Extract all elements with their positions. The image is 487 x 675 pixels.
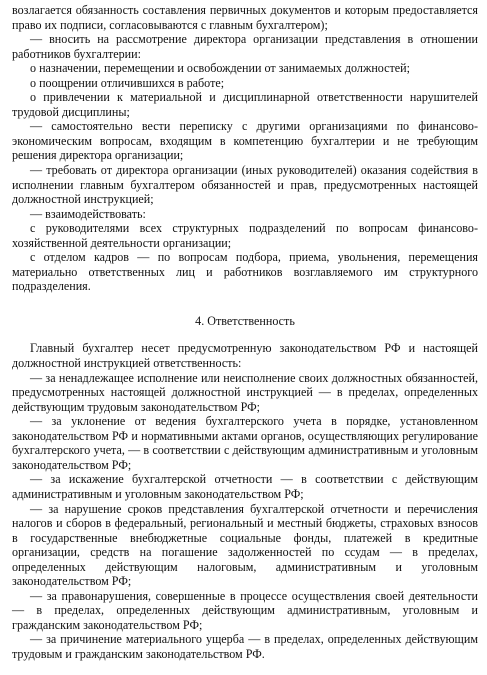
paragraph: — за правонарушения, совершенные в процессе осуществления своей деятельности — в пределах, определенных действующим административным, уголовным и гражданским законодательством РФ; [12,588,478,632]
paragraph: — взаимодействовать: [30,206,146,221]
paragraph: о привлечении к материальной и дисциплинарной ответственности нарушителей трудовой дисциплины; [12,90,478,119]
paragraph: — за причинение материального ущерба — в пределах, определенных действующим трудовым и гражданским законодательством РФ. [12,632,478,661]
paragraph: Главный бухгалтер несет предусмотренную законодательством РФ и настоящей должностной инструкцией ответственность: [12,341,478,371]
paragraph: — за уклонение от ведения бухгалтерского учета в порядке, установленном законодательством РФ и нормативными актами органов, осуществляющих регулирование бухгалтерского учета, — в соответствии с действующим административным и уголовным законодательством РФ; [12,414,478,472]
paragraph: — за ненадлежащее исполнение или неисполнение своих должностных обязанностей, предусмотренных настоящей должностной инструкцией — в пределах, определенных действующим трудовым законодательством РФ; [12,370,478,414]
paragraph: возлагается обязанность составления первичных документов и которым предоставляется право их подписи, согласовываются с главным бухгалтером); [12,3,478,32]
paragraph: с руководителями всех структурных подразделений по вопросам финансово-хозяйственной деятельности организации; [12,221,478,250]
section-responsibility [12,341,478,661]
paragraph: — вносить на рассмотрение директора организации представления в отношении работников бухгалтерии: [12,32,478,61]
section-rights-continued [12,3,478,294]
paragraph: — требовать от директора организации (иных руководителей) оказания содействия в исполнении главным бухгалтером обязанностей и прав, предусмотренных настоящей должностной инструкцией; [12,163,478,207]
paragraph: о назначении, перемещении и освобождении от занимаемых должностей; [30,61,410,76]
paragraph: — за искажение бухгалтерской отчетности — в соответствии с действующим административным и уголовным законодательством РФ; [12,472,478,501]
paragraph: с отделом кадров — по вопросам подбора, приема, увольнения, перемещения материально ответственных лиц и работников возглавляемого им структурного подразделения. [12,250,478,294]
paragraph: — за нарушение сроков представления бухгалтерской отчетности и перечисления налогов и сборов в федеральный, региональный и местный бюджеты, страховых взносов в государственные внебюджетные социальные фонды, платежей в кредитные организации, средств на погашение задолженностей по ссудам — в пределах, определенных действующим налоговым, административным и уголовным законодательством РФ; [12,501,478,589]
paragraph: о поощрении отличившихся в работе; [30,75,225,90]
section-heading: 4. Ответственность [195,313,295,328]
paragraph: — самостоятельно вести переписку с другими организациями по финансово-экономическим вопросам, входящим в компетенцию бухгалтерии и не требующим решения директора организации; [12,119,478,163]
